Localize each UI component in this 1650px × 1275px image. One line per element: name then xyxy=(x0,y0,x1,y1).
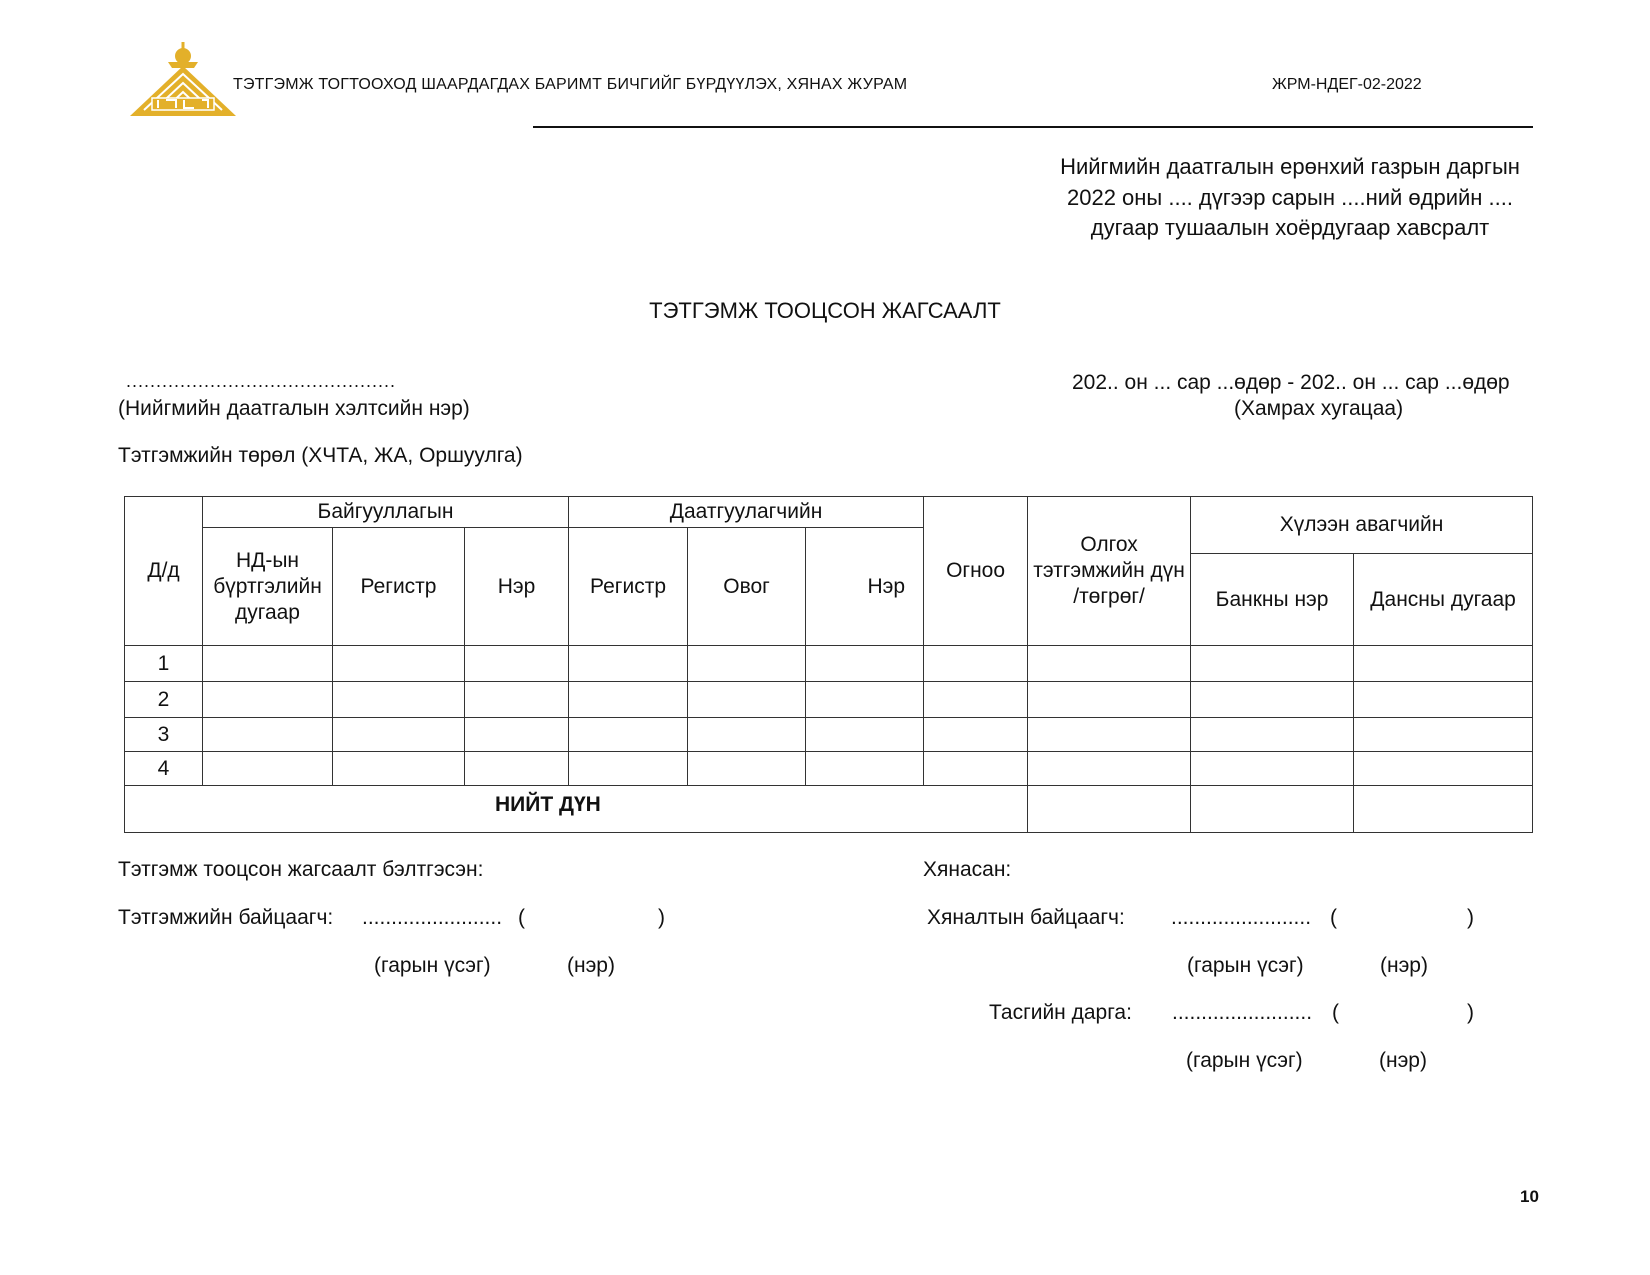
header-org-register: Регистр xyxy=(333,528,465,646)
header-account-no: Дансны дугаар xyxy=(1354,554,1533,646)
table-cell[interactable] xyxy=(333,646,465,682)
prepared-by-label: Тэтгэмж тооцсон жагсаалт бэлтгэсэн: xyxy=(118,858,484,881)
row-number: 2 xyxy=(125,682,203,718)
table-cell[interactable] xyxy=(688,682,806,718)
annex-line-3: дугаар тушаалын хоёрдугаар хавсралт xyxy=(1090,215,1490,240)
inspector-title: Тэтгэмжийн байцаагч: xyxy=(118,906,334,929)
header-title: ТЭТГЭМЖ ТОГТООХОД ШААРДАГДАХ БАРИМТ БИЧГИЙГ БҮРДҮҮЛЭХ, ХЯНАХ ЖУРАМ xyxy=(233,76,908,93)
table-cell[interactable] xyxy=(1191,682,1354,718)
table-cell[interactable] xyxy=(924,752,1028,786)
control-signature-blank: ........................ xyxy=(1171,906,1312,929)
table-cell[interactable] xyxy=(333,752,465,786)
table-cell[interactable] xyxy=(465,718,569,752)
inspector-close-paren: ) xyxy=(658,906,665,929)
inspector-open-paren: ( xyxy=(518,906,525,929)
table-row xyxy=(125,752,1533,786)
total-label: НИЙТ ДҮН xyxy=(125,786,1028,833)
inspector-signature-caption: (гарын үсэг) xyxy=(374,954,491,977)
header-divider xyxy=(533,126,1533,128)
head-open-paren: ( xyxy=(1332,1001,1339,1024)
organization-logo xyxy=(128,40,238,118)
table-cell[interactable] xyxy=(688,718,806,752)
table-cell[interactable] xyxy=(688,646,806,682)
header-insured-surname: Овог xyxy=(688,528,806,646)
table-cell[interactable] xyxy=(688,752,806,786)
table-cell[interactable] xyxy=(924,646,1028,682)
table-cell[interactable] xyxy=(465,646,569,682)
head-signature-blank: ........................ xyxy=(1172,1001,1313,1024)
page-number: 10 xyxy=(1520,1187,1539,1206)
header-no: Д/д xyxy=(125,497,203,646)
table-cell[interactable] xyxy=(1354,718,1533,752)
annex-line-1: Нийгмийн даатгалын ерөнхий газрын даргын xyxy=(1060,154,1520,179)
row-number: 4 xyxy=(125,752,203,786)
benefit-type-line: Тэтгэмжийн төрөл (ХЧТА, ЖА, Оршуулга) xyxy=(118,444,523,467)
header-insured-name: Нэр xyxy=(806,528,924,646)
total-bank-cell[interactable] xyxy=(1191,786,1354,833)
benefit-list-table xyxy=(124,496,1533,833)
table-cell[interactable] xyxy=(203,646,333,682)
table-cell[interactable] xyxy=(203,682,333,718)
control-open-paren: ( xyxy=(1330,906,1337,929)
department-caption: (Нийгмийн даатгалын хэлтсийн нэр) xyxy=(118,397,470,420)
table-cell[interactable] xyxy=(1191,718,1354,752)
table-cell[interactable] xyxy=(1354,646,1533,682)
table-cell[interactable] xyxy=(569,718,688,752)
header-org-name: Нэр xyxy=(465,528,569,646)
header-group-receiver: Хүлээн авагчийн xyxy=(1191,497,1533,554)
control-signature-caption: (гарын үсэг) xyxy=(1187,954,1304,977)
table-cell[interactable] xyxy=(924,718,1028,752)
total-account-cell[interactable] xyxy=(1354,786,1533,833)
department-head-title: Тасгийн дарга: xyxy=(989,1001,1132,1024)
table-cell[interactable] xyxy=(203,718,333,752)
table-cell[interactable] xyxy=(1028,752,1191,786)
header-insured-register: Регистр xyxy=(569,528,688,646)
table-cell[interactable] xyxy=(333,718,465,752)
department-name-blank: ............................................. xyxy=(126,371,397,391)
table-cell[interactable] xyxy=(806,682,924,718)
period-caption: (Хамрах хугацаа) xyxy=(1234,397,1404,420)
header-group-insured: Даатгуулагчийн xyxy=(569,497,924,528)
table-row xyxy=(125,682,1533,718)
header-amount: Олгох тэтгэмжийн дүн /төгрөг/ xyxy=(1028,497,1191,646)
table-cell[interactable] xyxy=(1191,752,1354,786)
table-cell[interactable] xyxy=(924,682,1028,718)
table-cell[interactable] xyxy=(1354,682,1533,718)
table-cell[interactable] xyxy=(806,646,924,682)
period-range: 202.. он ... сар ...өдөр - 202.. он ... сар ...өдөр xyxy=(1072,371,1510,394)
table-cell[interactable] xyxy=(1028,718,1191,752)
table-cell[interactable] xyxy=(806,718,924,752)
table-cell[interactable] xyxy=(806,752,924,786)
table-cell[interactable] xyxy=(1028,646,1191,682)
row-number: 1 xyxy=(125,646,203,682)
table-cell[interactable] xyxy=(465,682,569,718)
header-bank-name: Банкны нэр xyxy=(1191,554,1354,646)
table-cell[interactable] xyxy=(1191,646,1354,682)
table-row xyxy=(125,646,1533,682)
table-cell[interactable] xyxy=(1354,752,1533,786)
header-org-registration-no: НД-ын бүртгэлийн дугаар xyxy=(203,528,333,646)
header-date: Огноо xyxy=(924,497,1028,646)
control-inspector-title: Хяналтын байцаагч: xyxy=(927,906,1125,929)
annex-line-2: 2022 оны .... дүгээр сарын ....ний өдрийн .... xyxy=(1066,184,1513,210)
table-total-row xyxy=(125,786,1533,833)
control-name-caption: (нэр) xyxy=(1380,954,1428,977)
head-name-caption: (нэр) xyxy=(1379,1049,1427,1072)
table-cell[interactable] xyxy=(569,682,688,718)
total-amount-cell[interactable] xyxy=(1028,786,1191,833)
table-row xyxy=(125,718,1533,752)
head-close-paren: ) xyxy=(1467,1001,1474,1024)
table-header-row-1 xyxy=(125,497,1533,528)
inspector-name-caption: (нэр) xyxy=(567,954,615,977)
table-cell[interactable] xyxy=(569,646,688,682)
control-close-paren: ) xyxy=(1467,906,1474,929)
annex-note xyxy=(1010,152,1570,244)
inspector-signature-blank: ........................ xyxy=(362,906,503,929)
document-code: ЖРМ-НДЕГ-02-2022 xyxy=(1272,76,1422,93)
checked-by-label: Хянасан: xyxy=(923,858,1012,881)
row-number: 3 xyxy=(125,718,203,752)
document-title: ТЭТГЭМЖ ТООЦСОН ЖАГСААЛТ xyxy=(649,298,1001,323)
header-group-organization: Байгууллагын xyxy=(203,497,569,528)
table-cell[interactable] xyxy=(203,752,333,786)
table-cell[interactable] xyxy=(333,682,465,718)
head-signature-caption: (гарын үсэг) xyxy=(1186,1049,1303,1072)
table-cell[interactable] xyxy=(1028,682,1191,718)
table-cell[interactable] xyxy=(569,752,688,786)
table-cell[interactable] xyxy=(465,752,569,786)
